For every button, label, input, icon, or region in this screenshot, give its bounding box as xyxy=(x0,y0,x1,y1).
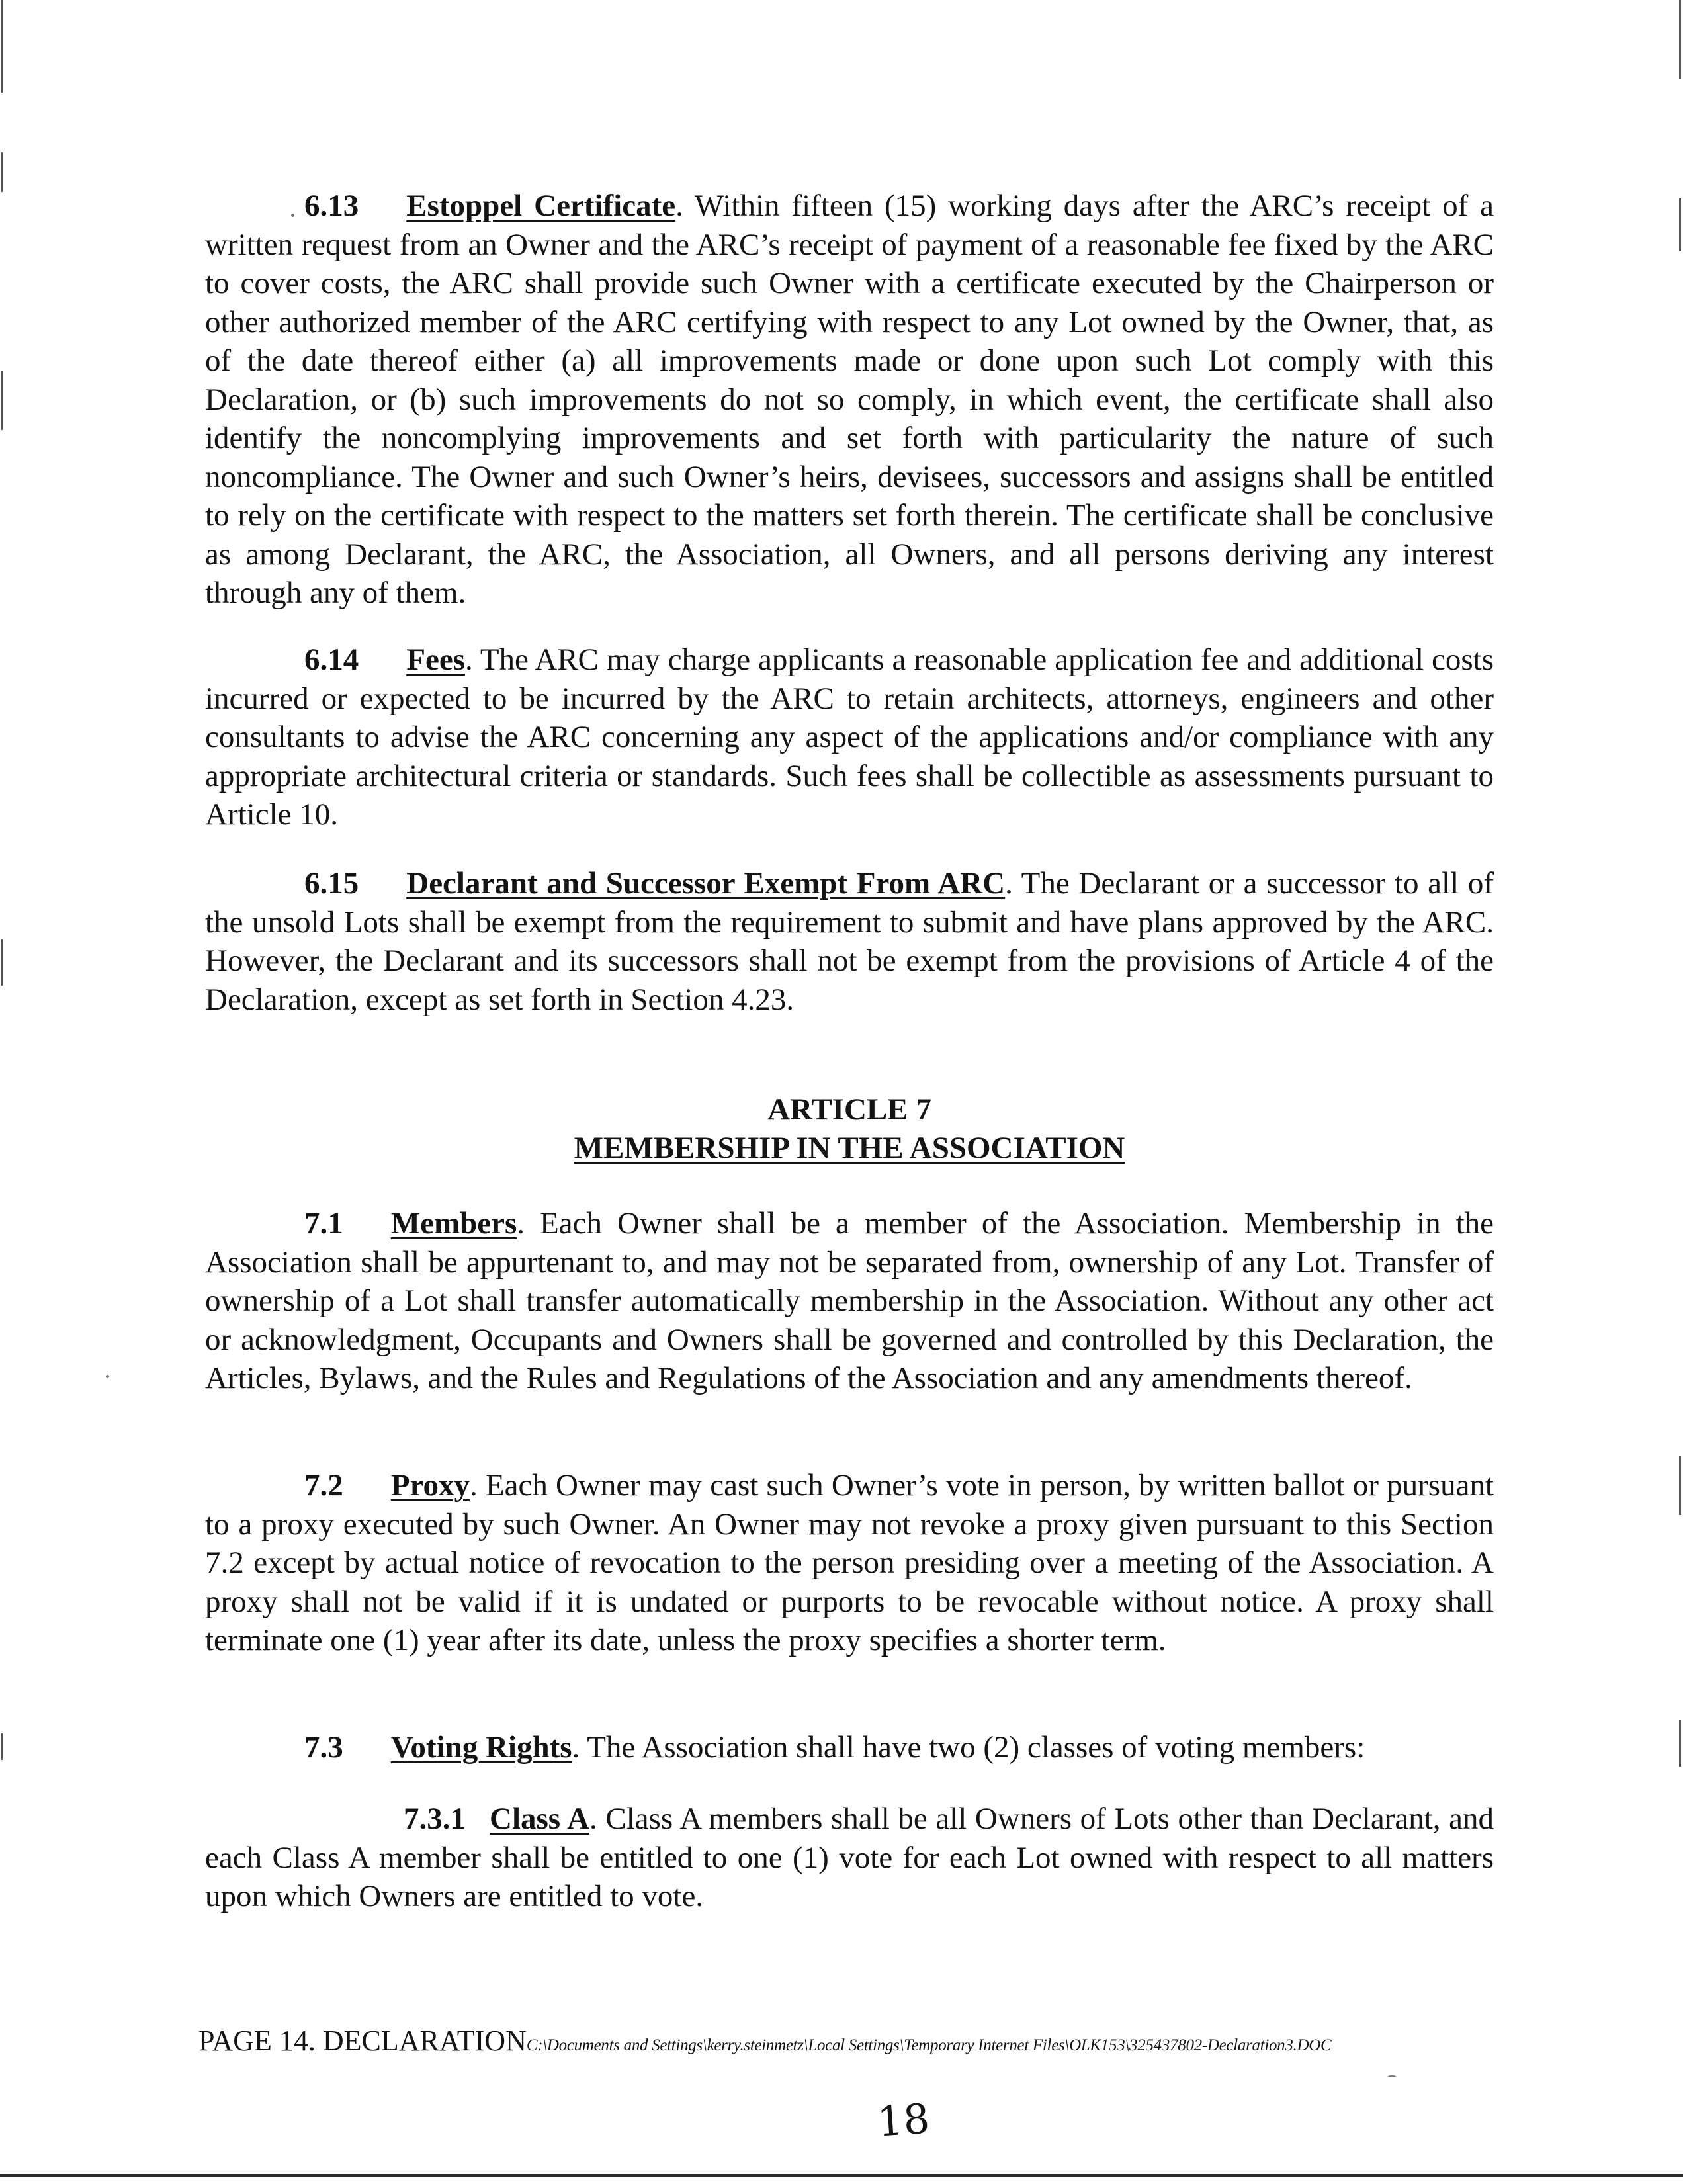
section-body: . The ARC may charge applicants a reasonable application fee and additional costs incurred or expected to be incurred by the ARC to retain architects, attorneys, engineers and other consultants to advise the ARC concerning any aspect of the applications and/or compliance with any appropriate architectural criteria or standards. Such fees shall be collectible as assessments pursuant to Article 10. xyxy=(205,642,1494,832)
article-subheading-text: MEMBERSHIP IN THE ASSOCIATION xyxy=(574,1131,1125,1165)
section-number: 7.2 xyxy=(304,1468,343,1503)
bottom-edge-rule xyxy=(0,2174,1683,2177)
scan-edge-mark xyxy=(1679,198,1681,251)
scan-edge-mark xyxy=(1,152,3,192)
footer-label: PAGE 14. DECLARATION xyxy=(198,2025,527,2057)
section-7-1 xyxy=(205,1204,1494,1398)
article-subheading xyxy=(205,1129,1494,1167)
handwritten-page-number: 18 xyxy=(875,2094,931,2146)
page-footer xyxy=(198,2025,1331,2062)
section-title: Members xyxy=(390,1206,517,1241)
section-number: 7.1 xyxy=(304,1206,343,1241)
section-body: . Each Owner shall be a member of the Association. Membership in the Association shall be appurtenant to, and may not be separated from, ownership of any Lot. Transfer of ownership of a Lot shall transfer automatically membership in the Association. Without any other act or acknowledgment, Occupants and Owners shall be governed and controlled by this Declaration, the Articles, Bylaws, and the Rules and Regulations of the Association and any amendments thereof. xyxy=(205,1206,1494,1395)
section-body: . Each Owner may cast such Owner’s vote in person, by written ballot or pursuant to a proxy executed by such Owner. An Owner may not revoke a proxy given pursuant to this Section 7.2 except by actual notice of revocation to the person presiding over a meeting of the Association. A proxy shall not be valid if it is undated or purports to be revocable without notice. A proxy shall terminate one (1) year after its date, unless the proxy specifies a shorter term. xyxy=(205,1468,1494,1657)
section-title: Class A xyxy=(490,1802,590,1836)
scan-edge-mark xyxy=(1,1733,3,1760)
section-7-2 xyxy=(205,1466,1494,1660)
section-6-15 xyxy=(205,864,1494,1019)
article-heading: ARTICLE 7 xyxy=(767,1092,931,1127)
section-7-3 xyxy=(205,1728,1494,1767)
section-title: Proxy xyxy=(390,1468,470,1503)
section-title: Estoppel Certificate xyxy=(406,189,676,223)
scan-speck xyxy=(106,1375,109,1378)
section-number: 6.15 xyxy=(304,866,359,900)
section-body: . The Association shall have two (2) classes of voting members: xyxy=(572,1730,1365,1765)
footer-file-path: C:\Documents and Settings\kerry.steinmetz\Local Settings\Temporary Internet Files\OLK153\325437802-Declaration3.DOC xyxy=(526,2036,1332,2054)
section-title: Fees xyxy=(406,642,465,677)
scan-edge-mark xyxy=(1679,1720,1681,1767)
scan-edge-mark xyxy=(1,0,3,93)
section-body: . Class A members shall be all Owners of Lots other than Declarant, and each Class A member shall be entitled to one (1) vote for each Lot owned with respect to all matters upon which Owners are entitled to vote. xyxy=(205,1802,1494,1913)
section-body: . The Declarant or a successor to all of the unsold Lots shall be exempt from the requirement to submit and have plans approved by the ARC. However, the Declarant and its successors shall not be exempt from the provisions of Article 4 of the Declaration, except as set forth in Section 4.23. xyxy=(205,866,1494,1017)
section-number: 6.14 xyxy=(304,642,359,677)
section-body: . Within fifteen (15) working days after the ARC’s receipt of a written request from an Owner and the ARC’s receipt of payment of a reasonable fee fixed by the ARC to cover costs, the ARC shall provide such Owner with a certificate executed by the Chairperson or other authorized member of the ARC certifying with respect to any Lot owned by the Owner, that, as of the date thereof either (a) all improvements made or done upon such Lot comply with this Declaration, or (b) such improvements do not so comply, in which event, the certificate shall also identify the noncomplying improvements and set forth with particularity the nature of such noncompliance. The Owner and such Owner’s heirs, devisees, successors and assigns shall be entitled to rely on the certificate with respect to the matters set forth therein. The certificate shall be conclusive as among Declarant, the ARC, the Association, all Owners, and all persons deriving any interest through any of them. xyxy=(205,189,1494,610)
section-6-14 xyxy=(205,640,1494,834)
section-title: Declarant and Successor Exempt From ARC xyxy=(406,866,1006,900)
scan-edge-mark xyxy=(1679,1456,1681,1515)
section-title: Voting Rights xyxy=(390,1730,572,1765)
scan-edge-mark xyxy=(1,939,3,986)
section-6-13 xyxy=(205,187,1494,613)
section-number: 7.3 xyxy=(304,1730,343,1765)
scan-edge-mark xyxy=(1679,0,1681,79)
section-number: 7.3.1 xyxy=(404,1802,466,1836)
section-7-3-1 xyxy=(205,1800,1494,1916)
section-number: 6.13 xyxy=(304,189,359,223)
scan-edge-mark xyxy=(1,371,3,430)
scan-speck xyxy=(1388,2075,1396,2077)
